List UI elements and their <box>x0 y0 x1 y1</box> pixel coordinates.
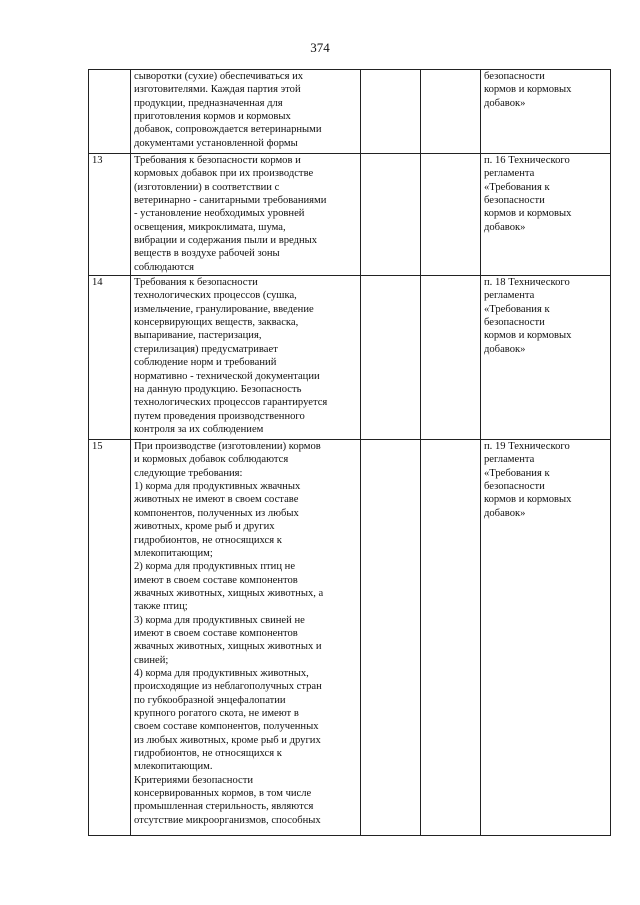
requirement-text-line: имеют в своем составе компонентов <box>134 574 298 586</box>
requirement-text-line: сыворотки (сухие) обеспечиваться их <box>134 71 304 82</box>
row-number: 14 <box>89 276 131 440</box>
requirement-text-line: гидробионтов, не относящихся к <box>134 748 282 759</box>
requirement-text-line: млекопитающим. <box>134 761 213 773</box>
table-row <box>89 276 611 440</box>
requirement-text-line: соблюдение норм и требований <box>134 357 277 369</box>
notes-cell <box>421 70 481 154</box>
regulation-reference-line: регламента <box>484 290 535 302</box>
requirement-text-line: промышленная стерильность, являются <box>134 801 314 813</box>
requirement-text-line: своем составе компонентов, полученных <box>134 721 319 733</box>
requirement-text-line: животных, кроме рыб и других <box>134 521 275 533</box>
requirement-text-line: из любых животных, кроме рыб и других <box>134 734 321 746</box>
regulation-reference-line: безопасности <box>484 481 545 493</box>
regulation-reference-line: п. 18 Технического <box>484 277 570 289</box>
requirement-text-line: также птиц; <box>134 601 188 613</box>
requirement-text-line: технологических процессов (сушка, <box>134 290 297 302</box>
requirement-text-line: млекопитающим; <box>134 547 213 559</box>
requirement-text-line: технологических процессов гарантируется <box>134 397 328 409</box>
result-cell <box>361 440 421 836</box>
requirement-text-line: 1) корма для продуктивных жвачных <box>134 481 301 493</box>
requirement-text-line: компонентов, полученных из любых <box>134 507 299 519</box>
requirement-text-line: имеют в своем составе компонентов <box>134 627 298 639</box>
requirement-text-line: ветеринарно - санитарными требованиями <box>134 195 327 207</box>
row-number: 13 <box>89 154 131 276</box>
requirement-text-line: жвачных животных, хищных животных, а <box>134 587 324 599</box>
table-row <box>89 154 611 276</box>
regulation-reference-line: кормов и кормовых <box>484 208 572 220</box>
requirement-text-line: кормовых добавок при их производстве <box>134 168 314 180</box>
requirement-text-line: консервированных кормов, в том числе <box>134 788 312 800</box>
requirement-text-line: следующие требования: <box>134 467 243 479</box>
requirements-table-body <box>89 70 611 836</box>
requirement-text-line: Требования к безопасности кормов и <box>134 155 301 166</box>
regulation-reference-line: безопасности <box>484 317 545 329</box>
requirement-text-line: При производстве (изготовлении) кормов <box>134 441 321 453</box>
regulation-reference-line: кормов и кормовых <box>484 330 572 342</box>
result-cell <box>361 276 421 440</box>
table-row <box>89 70 611 154</box>
requirement-text-line: путем проведения производственного <box>134 410 305 422</box>
requirement-text-line: измельчение, гранулирование, введение <box>134 303 314 315</box>
requirement-text-line: жвачных животных, хищных животных и <box>134 641 322 653</box>
regulation-reference <box>481 276 611 440</box>
requirement-text-line: изготовителями. Каждая партия этой <box>134 84 301 96</box>
requirement-text <box>131 154 361 276</box>
requirement-text-line: происходящие из неблагополучных стран <box>134 681 322 693</box>
regulation-reference-line: добавок» <box>484 507 526 519</box>
requirement-text-line: (изготовлении) в соответствии с <box>134 181 280 193</box>
requirement-text-line: документами установленной формы <box>134 137 298 149</box>
regulation-reference <box>481 70 611 154</box>
regulation-reference <box>481 154 611 276</box>
regulation-reference-line: регламента <box>484 168 535 180</box>
regulation-reference-line: кормов и кормовых <box>484 494 572 506</box>
requirement-text-line: приготовления кормов и кормовых <box>134 111 291 123</box>
result-cell <box>361 70 421 154</box>
notes-cell <box>421 276 481 440</box>
notes-cell <box>421 440 481 836</box>
requirement-text-line: и кормовых добавок соблюдаются <box>134 454 289 466</box>
requirement-text-line: - установление необходимых уровней <box>134 208 305 220</box>
requirement-text-line: Критериями безопасности <box>134 774 254 786</box>
requirement-text-line: на данную продукцию. Безопасность <box>134 383 302 395</box>
requirement-text-line: 2) корма для продуктивных птиц не <box>134 561 296 573</box>
requirement-text-line: освещения, микроклимата, шума, <box>134 221 286 233</box>
requirement-text-line: Требования к безопасности <box>134 277 258 289</box>
regulation-reference-line: п. 19 Технического <box>484 441 570 453</box>
requirement-text-line: крупного рогатого скота, не имеют в <box>134 707 299 719</box>
regulation-reference-line: безопасности <box>484 71 545 82</box>
requirement-text <box>131 440 361 836</box>
regulation-reference-line: п. 16 Технического <box>484 155 570 166</box>
page-number: 374 <box>310 40 330 55</box>
result-cell <box>361 154 421 276</box>
requirement-text <box>131 70 361 154</box>
row-number <box>89 70 131 154</box>
regulation-reference-line: «Требования к <box>484 303 550 315</box>
requirement-text-line: контроля за их соблюдением <box>134 423 264 435</box>
regulation-reference-line: добавок» <box>484 221 526 233</box>
regulation-reference <box>481 440 611 836</box>
requirement-text-line: 3) корма для продуктивных свиней не <box>134 614 305 626</box>
requirement-text-line: продукции, предназначенная для <box>134 97 283 109</box>
requirement-text-line: свиней; <box>134 654 169 666</box>
regulation-reference-line: добавок» <box>484 97 526 109</box>
requirement-text-line: выпаривание, пастеризация, <box>134 330 262 342</box>
regulation-reference-line: безопасности <box>484 195 545 207</box>
requirement-text-line: добавок, сопровождается ветеринарными <box>134 124 322 136</box>
requirement-text-line: соблюдаются <box>134 261 194 273</box>
requirement-text-line: животных не имеют в своем составе <box>134 494 299 506</box>
requirement-text-line: нормативно - технической документации <box>134 370 320 382</box>
table-row <box>89 440 611 836</box>
requirement-text-line: отсутствие микроорганизмов, способных <box>134 814 321 826</box>
regulation-reference-line: «Требования к <box>484 181 550 193</box>
requirement-text-line: консервирующих веществ, закваска, <box>134 317 299 329</box>
requirement-text-line: стерилизация) предусматривает <box>134 343 278 355</box>
regulation-reference-line: добавок» <box>484 343 526 355</box>
requirement-text-line: гидробионтов, не относящихся к <box>134 534 282 546</box>
requirement-text-line: 4) корма для продуктивных животных, <box>134 667 309 679</box>
requirements-table <box>88 69 611 836</box>
regulation-reference-line: «Требования к <box>484 467 550 479</box>
regulation-reference-line: кормов и кормовых <box>484 84 572 96</box>
row-number: 15 <box>89 440 131 836</box>
requirement-text-line: вибрации и содержания пыли и вредных <box>134 235 318 247</box>
requirement-text-line: по губкообразной энцефалопатии <box>134 694 286 706</box>
regulation-reference-line: регламента <box>484 454 535 466</box>
requirement-text-line: веществ в воздухе рабочей зоны <box>134 248 280 260</box>
notes-cell <box>421 154 481 276</box>
requirement-text <box>131 276 361 440</box>
